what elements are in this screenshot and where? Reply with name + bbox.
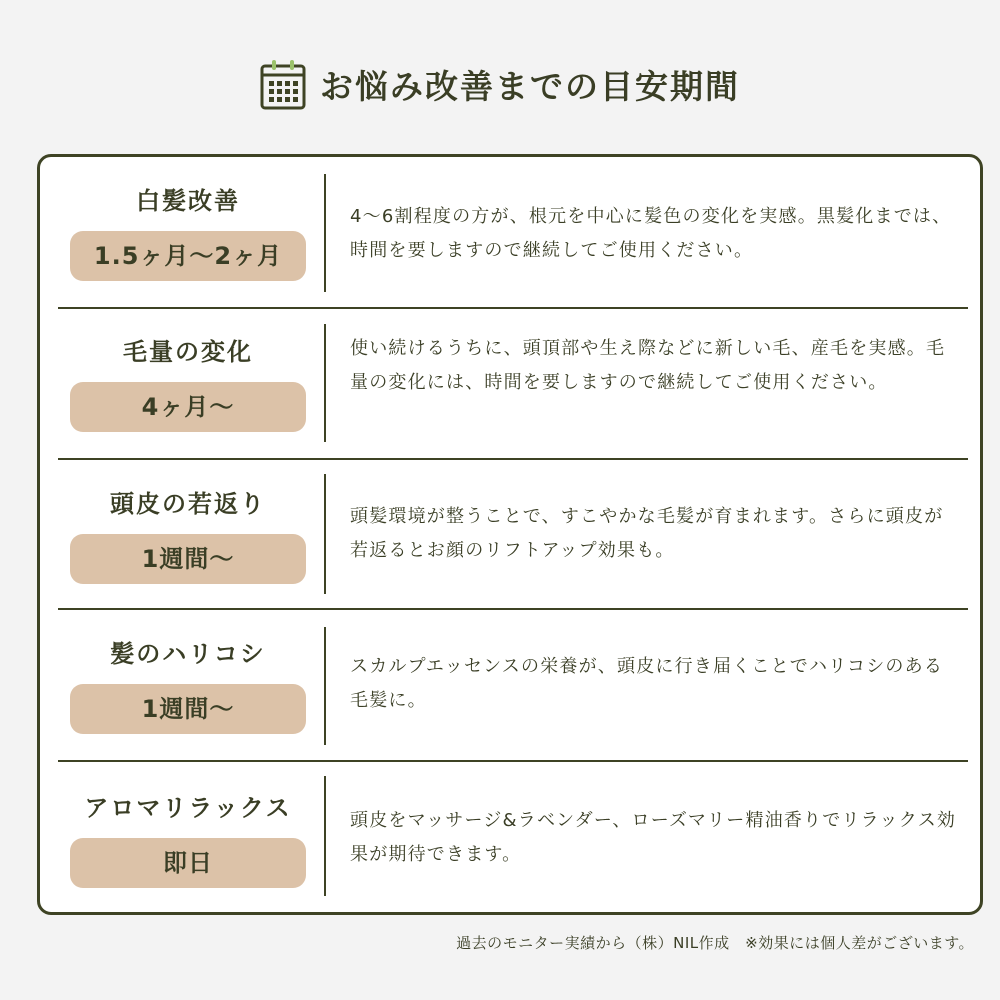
table-row: [40, 460, 986, 608]
row-description: 頭皮をマッサージ&ラベンダー、ローズマリー精油香りでリラックス効果が期待できます。: [350, 810, 957, 865]
column-divider: [324, 324, 326, 442]
row-description: 使い続けるうちに、頭頂部や生え際などに新しい毛、産毛を実感。毛量の変化には、時間を要しますので継続してご使用ください。: [350, 338, 946, 393]
period-badge: 4ヶ月〜: [70, 382, 306, 432]
row-header: [70, 790, 306, 888]
row-header: [70, 486, 306, 584]
concern-label: 髪のハリコシ: [110, 640, 266, 668]
concern-label: 白髪改善: [136, 187, 240, 215]
period-badge: 即日: [70, 838, 306, 888]
period-badge: 1週間〜: [70, 534, 306, 584]
table-row: [40, 762, 986, 912]
concern-label: 頭皮の若返り: [110, 490, 266, 518]
period-table: [37, 154, 983, 915]
column-divider: [324, 776, 326, 896]
table-row: [40, 610, 986, 760]
column-divider: [324, 627, 326, 745]
footnote: 過去のモニター実績から（株）NIL作成 ※効果には個人差がございます。: [456, 934, 974, 952]
row-header: [70, 636, 306, 734]
row-header: [70, 334, 306, 432]
table-row: [40, 309, 986, 457]
concern-label: アロマリラックス: [84, 794, 292, 822]
column-divider: [324, 174, 326, 292]
period-badge: 1.5ヶ月〜2ヶ月: [70, 231, 306, 281]
row-description: 頭髪環境が整うことで、すこやかな毛髪が育まれます。さらに頭皮が若返るとお顔のリフトアップ効果も。: [350, 506, 944, 561]
column-divider: [324, 474, 326, 594]
row-description: スカルプエッセンスの栄養が、頭皮に行き届くことでハリコシのある毛髪に。: [350, 656, 944, 711]
page-header: [0, 56, 1000, 112]
table-row: [40, 157, 986, 307]
row-description: 4〜6割程度の方が、根元を中心に髪色の変化を実感。黒髪化までは、時間を要しますので継続してご使用ください。: [350, 206, 952, 261]
concern-label: 毛量の変化: [123, 338, 253, 366]
row-header: [70, 183, 306, 281]
period-badge: 1週間〜: [70, 684, 306, 734]
calendar-icon: [260, 58, 306, 110]
page-title: お悩み改善までの目安期間: [320, 66, 740, 106]
